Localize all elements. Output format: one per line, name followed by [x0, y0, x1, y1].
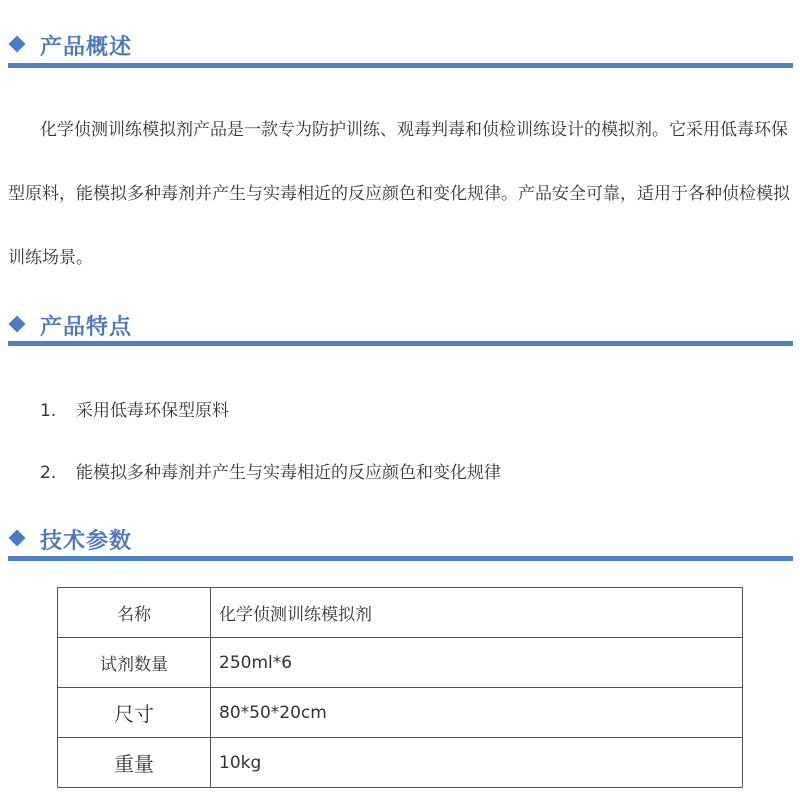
table-row [58, 638, 743, 688]
spec-table [57, 587, 743, 788]
overview-paragraph: 化学侦测训练模拟剂产品是一款专为防护训练、观毒判毒和侦检训练设计的模拟剂。它采用低毒环保型原料，能模拟多种毒剂并产生与实毒相近的反应颜色和变化规律。产品安全可靠，适用于各种侦检模拟训练场景。 [8, 120, 790, 268]
spec-key: 重量 [58, 738, 211, 788]
feature-item [40, 458, 501, 483]
section-title: 产品概述 [40, 35, 133, 60]
diamond-bullet-icon [9, 36, 26, 53]
spec-key: 名称 [58, 588, 211, 638]
feature-number: 2. [40, 463, 57, 483]
section-title: 产品特点 [40, 315, 133, 340]
spec-value: 80*50*20cm [211, 688, 743, 738]
feature-number: 1. [40, 401, 57, 421]
section-divider [8, 63, 793, 68]
table-row [58, 688, 743, 738]
spec-key: 试剂数量 [58, 638, 211, 688]
section-divider [8, 556, 793, 561]
spec-key: 尺寸 [58, 688, 211, 738]
spec-value: 10kg [211, 738, 743, 788]
spec-value: 250ml*6 [211, 638, 743, 688]
section-divider [8, 341, 793, 346]
feature-item [40, 396, 229, 421]
section-title: 技术参数 [40, 529, 133, 554]
table-row [58, 588, 743, 638]
feature-text: 能模拟多种毒剂并产生与实毒相近的反应颜色和变化规律 [76, 463, 501, 483]
spec-value: 化学侦测训练模拟剂 [211, 588, 743, 638]
feature-text: 采用低毒环保型原料 [76, 401, 229, 421]
diamond-bullet-icon [9, 316, 26, 333]
table-row [58, 738, 743, 788]
diamond-bullet-icon [9, 530, 26, 547]
